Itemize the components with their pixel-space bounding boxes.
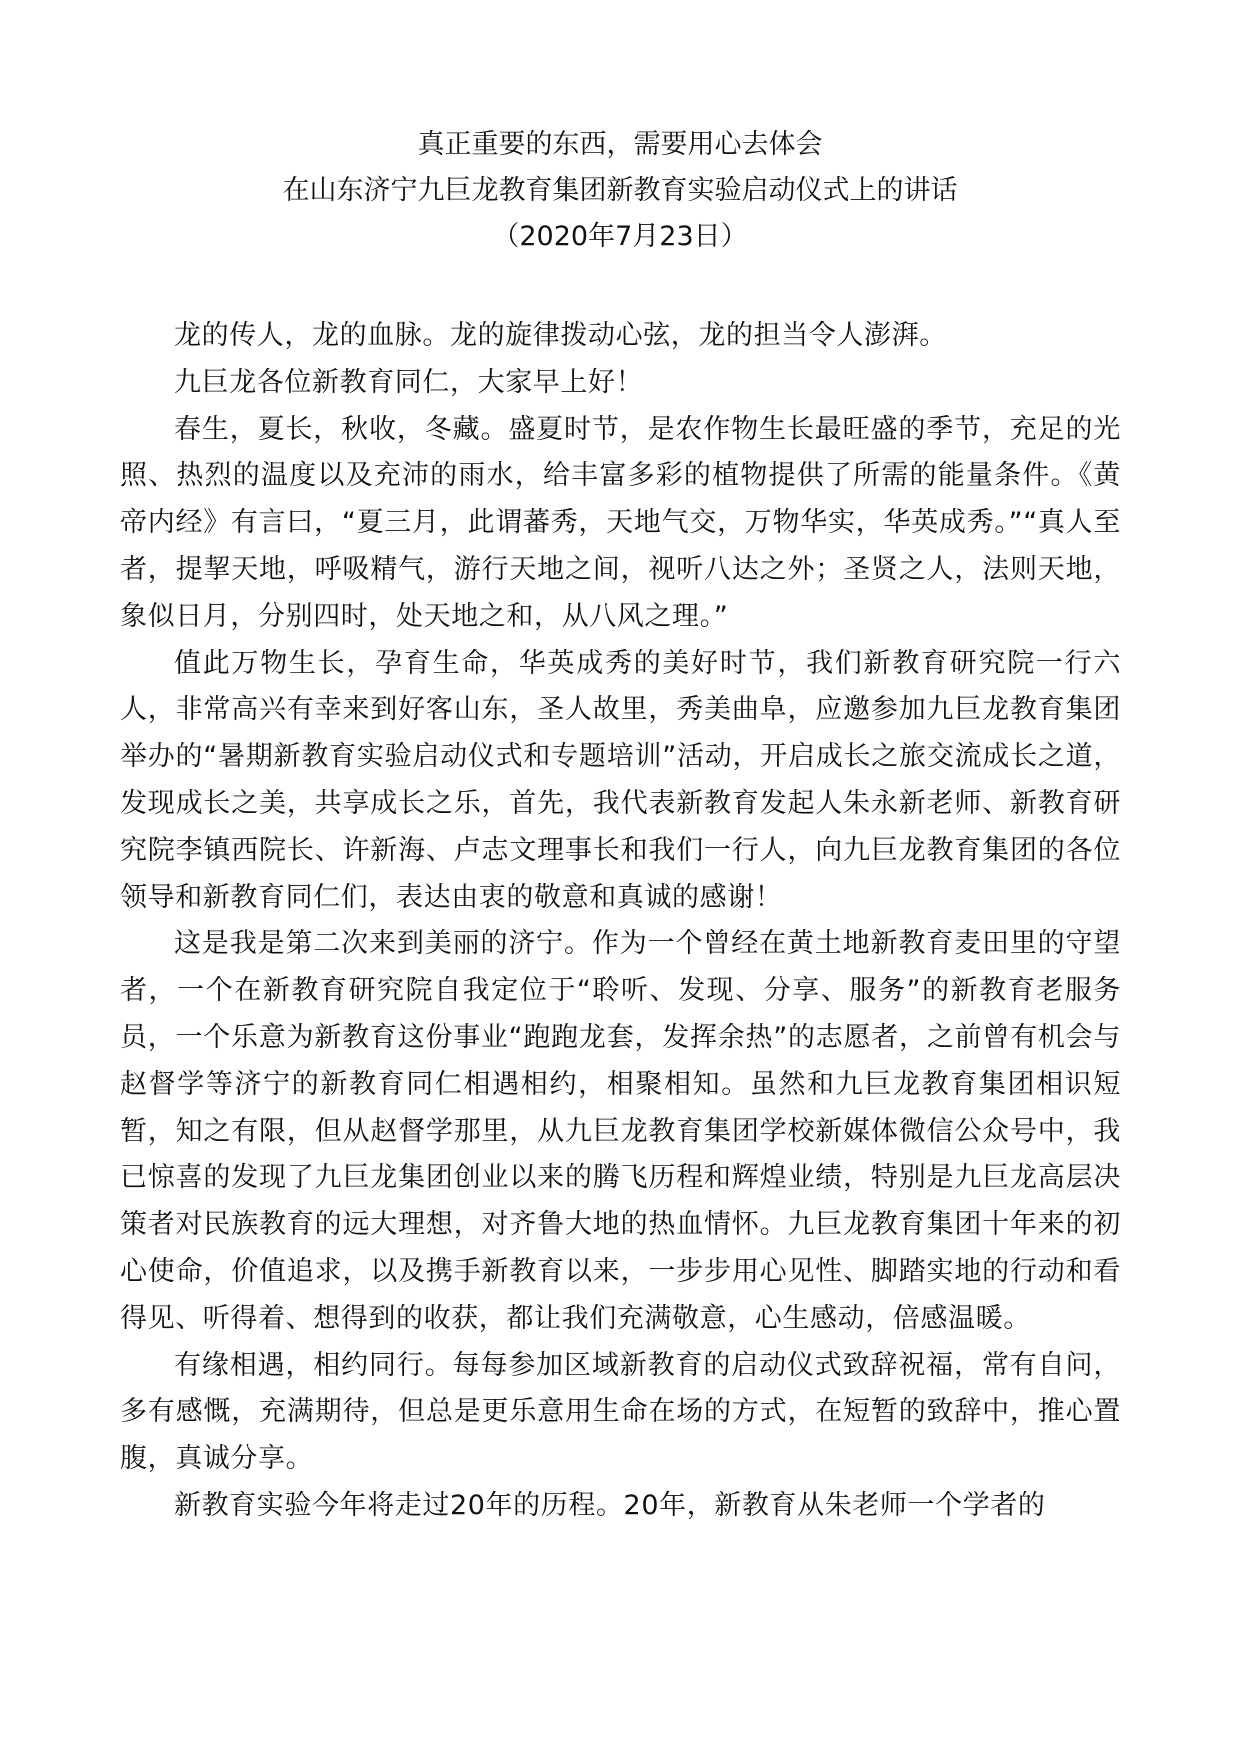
document-date: （2020年7月23日） [492, 221, 748, 252]
paragraph-second-visit: 这是我是第二次来到美丽的济宁。作为一个曾经在黄土地新教育麦田里的守望者，一个在新教育研究院自我定位于“聆听、发现、分享、服务”的新教育老服务员，一个乐意为新教育这份事业“跑跑龙套，发挥余热”的志愿者，之前曾有机会与赵督学等济宁的新教育同仁相遇相约，相聚相知。虽然和九巨龙教育集团相识短暂，知之有限，但从赵督学那里，从九巨龙教育集团学校新媒体微信公众号中，我已惊喜的发现了九巨龙集团创业以来的腾飞历程和辉煌业绩，特别是九巨龙高层决策者对民族教育的远大理想，对齐鲁大地的热血情怀。九巨龙教育集团十年来的初心使命，价值追求，以及携手新教育以来，一步步用心见性、脚踏实地的行动和看得见、听得着、想得到的收获，都让我们充满敬意，心生感动，倍感温暖。 [120, 928, 1121, 1334]
document-subtitle: 在山东济宁九巨龙教育集团新教育实验启动仪式上的讲话 [282, 175, 958, 206]
paragraph-season: 春生，夏长，秋收，冬藏。盛夏时节，是农作物生长最旺盛的季节，充足的光照、热烈的温度以及充沛的雨水，给丰富多彩的植物提供了所需的能量条件。《黄帝内经》有言曰，“夏三月，此谓蕃秀，天地气交，万物华实，华英成秀。”“真人至者，提挈天地，呼吸精气，游行天地之间，视听八达之外；圣贤之人，法则天地，象似日月，分别四时，处天地之和，从八风之理。” [120, 413, 1121, 632]
document-title: 真正重要的东西，需要用心去体会 [417, 129, 823, 160]
paragraph-fate: 有缘相遇，相约同行。每每参加区域新教育的启动仪式致辞祝福，常有自问，多有感慨，充满期待，但总是更乐意用生命在场的方式，在短暂的致辞中，推心置腹，真诚分享。 [120, 1349, 1121, 1475]
document-header [0, 122, 1240, 260]
paragraph-opening-verse: 龙的传人，龙的血脉。龙的旋律拨动心弦，龙的担当令人澎湃。 [174, 320, 947, 351]
paragraph-visit: 值此万物生长，孕育生命，华英成秀的美好时节，我们新教育研究院一行六人，非常高兴有幸来到好客山东，圣人故里，秀美曲阜，应邀参加九巨龙教育集团举办的“暑期新教育实验启动仪式和专题培训”活动，开启成长之旅交流成长之道，发现成长之美，共享成长之乐，首先，我代表新教育发起人朱永新老师、新教育研究院李镇西院长、许新海、卢志文理事长和我们一行人，向九巨龙教育集团的各位领导和新教育同仁们，表达由衷的敬意和真诚的感谢！ [120, 647, 1121, 913]
document-body [120, 313, 1121, 1530]
paragraph-twenty-years: 新教育实验今年将走过20年的历程。20年，新教育从朱老师一个学者的 [174, 1489, 1046, 1521]
paragraph-greeting: 九巨龙各位新教育同仁，大家早上好！ [174, 366, 644, 398]
